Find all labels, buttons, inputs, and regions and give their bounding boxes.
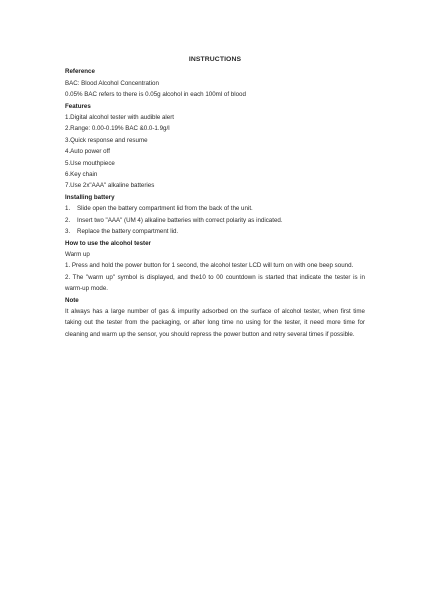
installing-item	[65, 203, 365, 214]
installing-heading: Installing battery	[65, 193, 115, 201]
installing-list	[65, 203, 365, 237]
installing-item	[65, 215, 365, 226]
feature-item: 7.Use 2x"AAA" alkaline batteries	[65, 182, 155, 190]
features-heading: Features	[65, 102, 91, 110]
instruction-page	[65, 54, 365, 340]
feature-item: 6.Key chain	[65, 171, 98, 179]
page-title: INSTRUCTIONS	[188, 56, 242, 63]
installing-item-number: 3.	[65, 228, 71, 236]
installing-item-text: Slide open the battery compartment lid from the back of the unit.	[77, 205, 253, 213]
howto-heading: How to use the alcohol tester	[65, 239, 151, 247]
reference-heading: Reference	[65, 68, 95, 76]
warmup-subheading: Warm up	[65, 250, 90, 258]
feature-item: 4.Auto power off	[65, 148, 110, 156]
installing-item-number: 1.	[65, 205, 71, 213]
feature-item: 5.Use mouthpiece	[65, 159, 115, 167]
note-text: It always has a large number of gas & impurity adsorbed on the surface of alcohol tester, when first time taking out the tester from the packaging, or after long time no using for the tester, it need more time for cleaning and warm up the sensor, you should repress the power button and retry several times if possible.	[65, 307, 365, 338]
installing-item-text: Insert two "AAA" (UM 4) alkaline batteries with correct polarity as indicated.	[77, 216, 283, 224]
note-heading: Note	[65, 296, 79, 304]
howto-step: 1. Press and hold the power button for 1 second, the alcohol tester LCD will turn on with one beep sound.	[65, 262, 354, 270]
feature-item: 1.Digital alcohol tester with audible alert	[65, 114, 175, 122]
installing-item	[65, 226, 365, 237]
feature-item: 3.Quick response and resume	[65, 136, 148, 144]
installing-item-number: 2.	[65, 216, 71, 224]
feature-item: 2.Range: 0.00-0.19% BAC &0.0-1.9g/l	[65, 125, 170, 133]
reference-line: BAC: Blood Alcohol Concentration	[65, 79, 159, 87]
reference-line: 0.05% BAC refers to there is 0.05g alcohol in each 100ml of blood	[65, 91, 246, 99]
howto-step: 2. The "warm up" symbol is displayed, and the10 to 00 countdown is started that indicate the tester is in warm-up mode.	[65, 273, 365, 293]
installing-item-text: Replace the battery compartment lid.	[77, 228, 179, 236]
